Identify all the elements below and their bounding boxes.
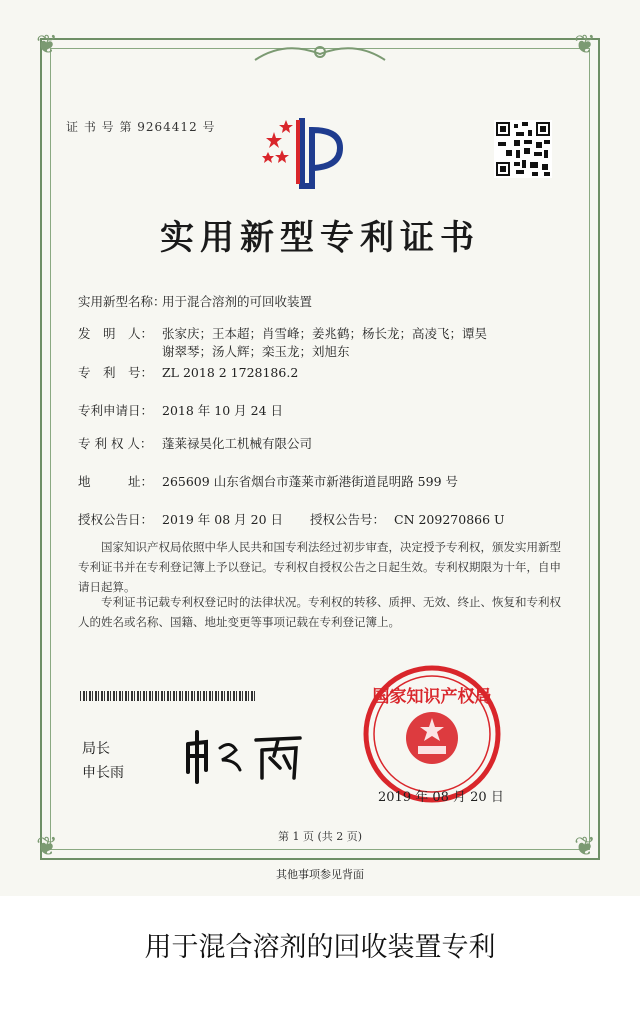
- field-value: 2018 年 10 月 24 日: [162, 403, 283, 418]
- page-indicator: 第 1 页 (共 2 页): [277, 830, 363, 843]
- back-side-note: 其他事项参见背面: [276, 868, 364, 881]
- top-ornament-icon: [250, 40, 390, 66]
- field-value: ZL 2018 2 1728186.2: [162, 365, 299, 380]
- patentee-row: [78, 434, 312, 452]
- field-label: 专 利 号：: [78, 365, 154, 380]
- field-value: 265609 山东省烟台市蓬莱市新港街道昆明路 599 号: [162, 474, 458, 489]
- field-label: 地 址：: [78, 474, 154, 489]
- certificate-title: 实用新型专利证书: [160, 218, 480, 258]
- director-title: 局长: [82, 741, 110, 757]
- director-name: 申长雨: [82, 765, 124, 781]
- field-value: CN 209270866 U: [394, 512, 505, 527]
- utility-model-name-row: [78, 292, 312, 310]
- field-label: 授权公告日：: [78, 512, 154, 527]
- field-label: 发 明 人：: [78, 326, 154, 341]
- qr-code-icon: [494, 120, 552, 178]
- address-row: [78, 472, 458, 490]
- corner-ornament-icon: ❦: [36, 30, 58, 60]
- barcode-icon: [80, 691, 256, 701]
- inventor-row-continued: 谢翠琴；汤人辉；栾玉龙；刘旭东: [162, 344, 350, 359]
- seal-text: 国家知识产权局: [372, 687, 492, 707]
- legal-status-paragraph: 专利证书记载专利权登记时的法律状况。专利权的转移、质押、无效、终止、恢复和专利权人的姓名或名称、国籍、地址变更等事项记载在专利登记簿上。: [78, 595, 561, 629]
- patent-number-row: [78, 363, 298, 381]
- field-value: 蓬莱禄昊化工机械有限公司: [162, 436, 313, 451]
- inventor-row: [78, 324, 487, 342]
- patent-office-logo-icon: [262, 110, 352, 190]
- field-label: 授权公告号：: [310, 512, 386, 527]
- field-value: 2019 年 08 月 20 日: [162, 512, 283, 527]
- seal-date: 2019 年 08 月 20 日: [378, 790, 504, 805]
- director-signature: [180, 726, 310, 786]
- image-caption: 用于混合溶剂的回收装置专利: [144, 932, 496, 963]
- filing-date-row: [78, 401, 283, 419]
- field-label: 专利申请日：: [78, 403, 154, 418]
- field-label: 专 利 权 人：: [78, 436, 153, 451]
- corner-ornament-icon: ❦: [36, 832, 58, 862]
- certificate-number: 证 书 号 第 9264412 号: [66, 120, 216, 134]
- official-seal: [362, 664, 502, 804]
- grant-statement-paragraph: 国家知识产权局依照中华人民共和国专利法经过初步审查，决定授予专利权，颁发实用新型专利证书并在专利登记簿上予以登记。专利权自授权公告之日起生效。专利权期限为十年，自申请日起算。: [78, 540, 561, 594]
- corner-ornament-icon: ❦: [574, 832, 596, 862]
- field-value: 用于混合溶剂的可回收装置: [162, 294, 313, 309]
- grant-number-row: [310, 510, 505, 528]
- corner-ornament-icon: ❦: [574, 30, 596, 60]
- field-label: 实用新型名称：: [78, 294, 166, 309]
- grant-date-row: [78, 510, 283, 528]
- field-value: 张家庆；王本超；肖雪峰；姜兆鹤；杨长龙；高凌飞；谭昊: [162, 326, 488, 341]
